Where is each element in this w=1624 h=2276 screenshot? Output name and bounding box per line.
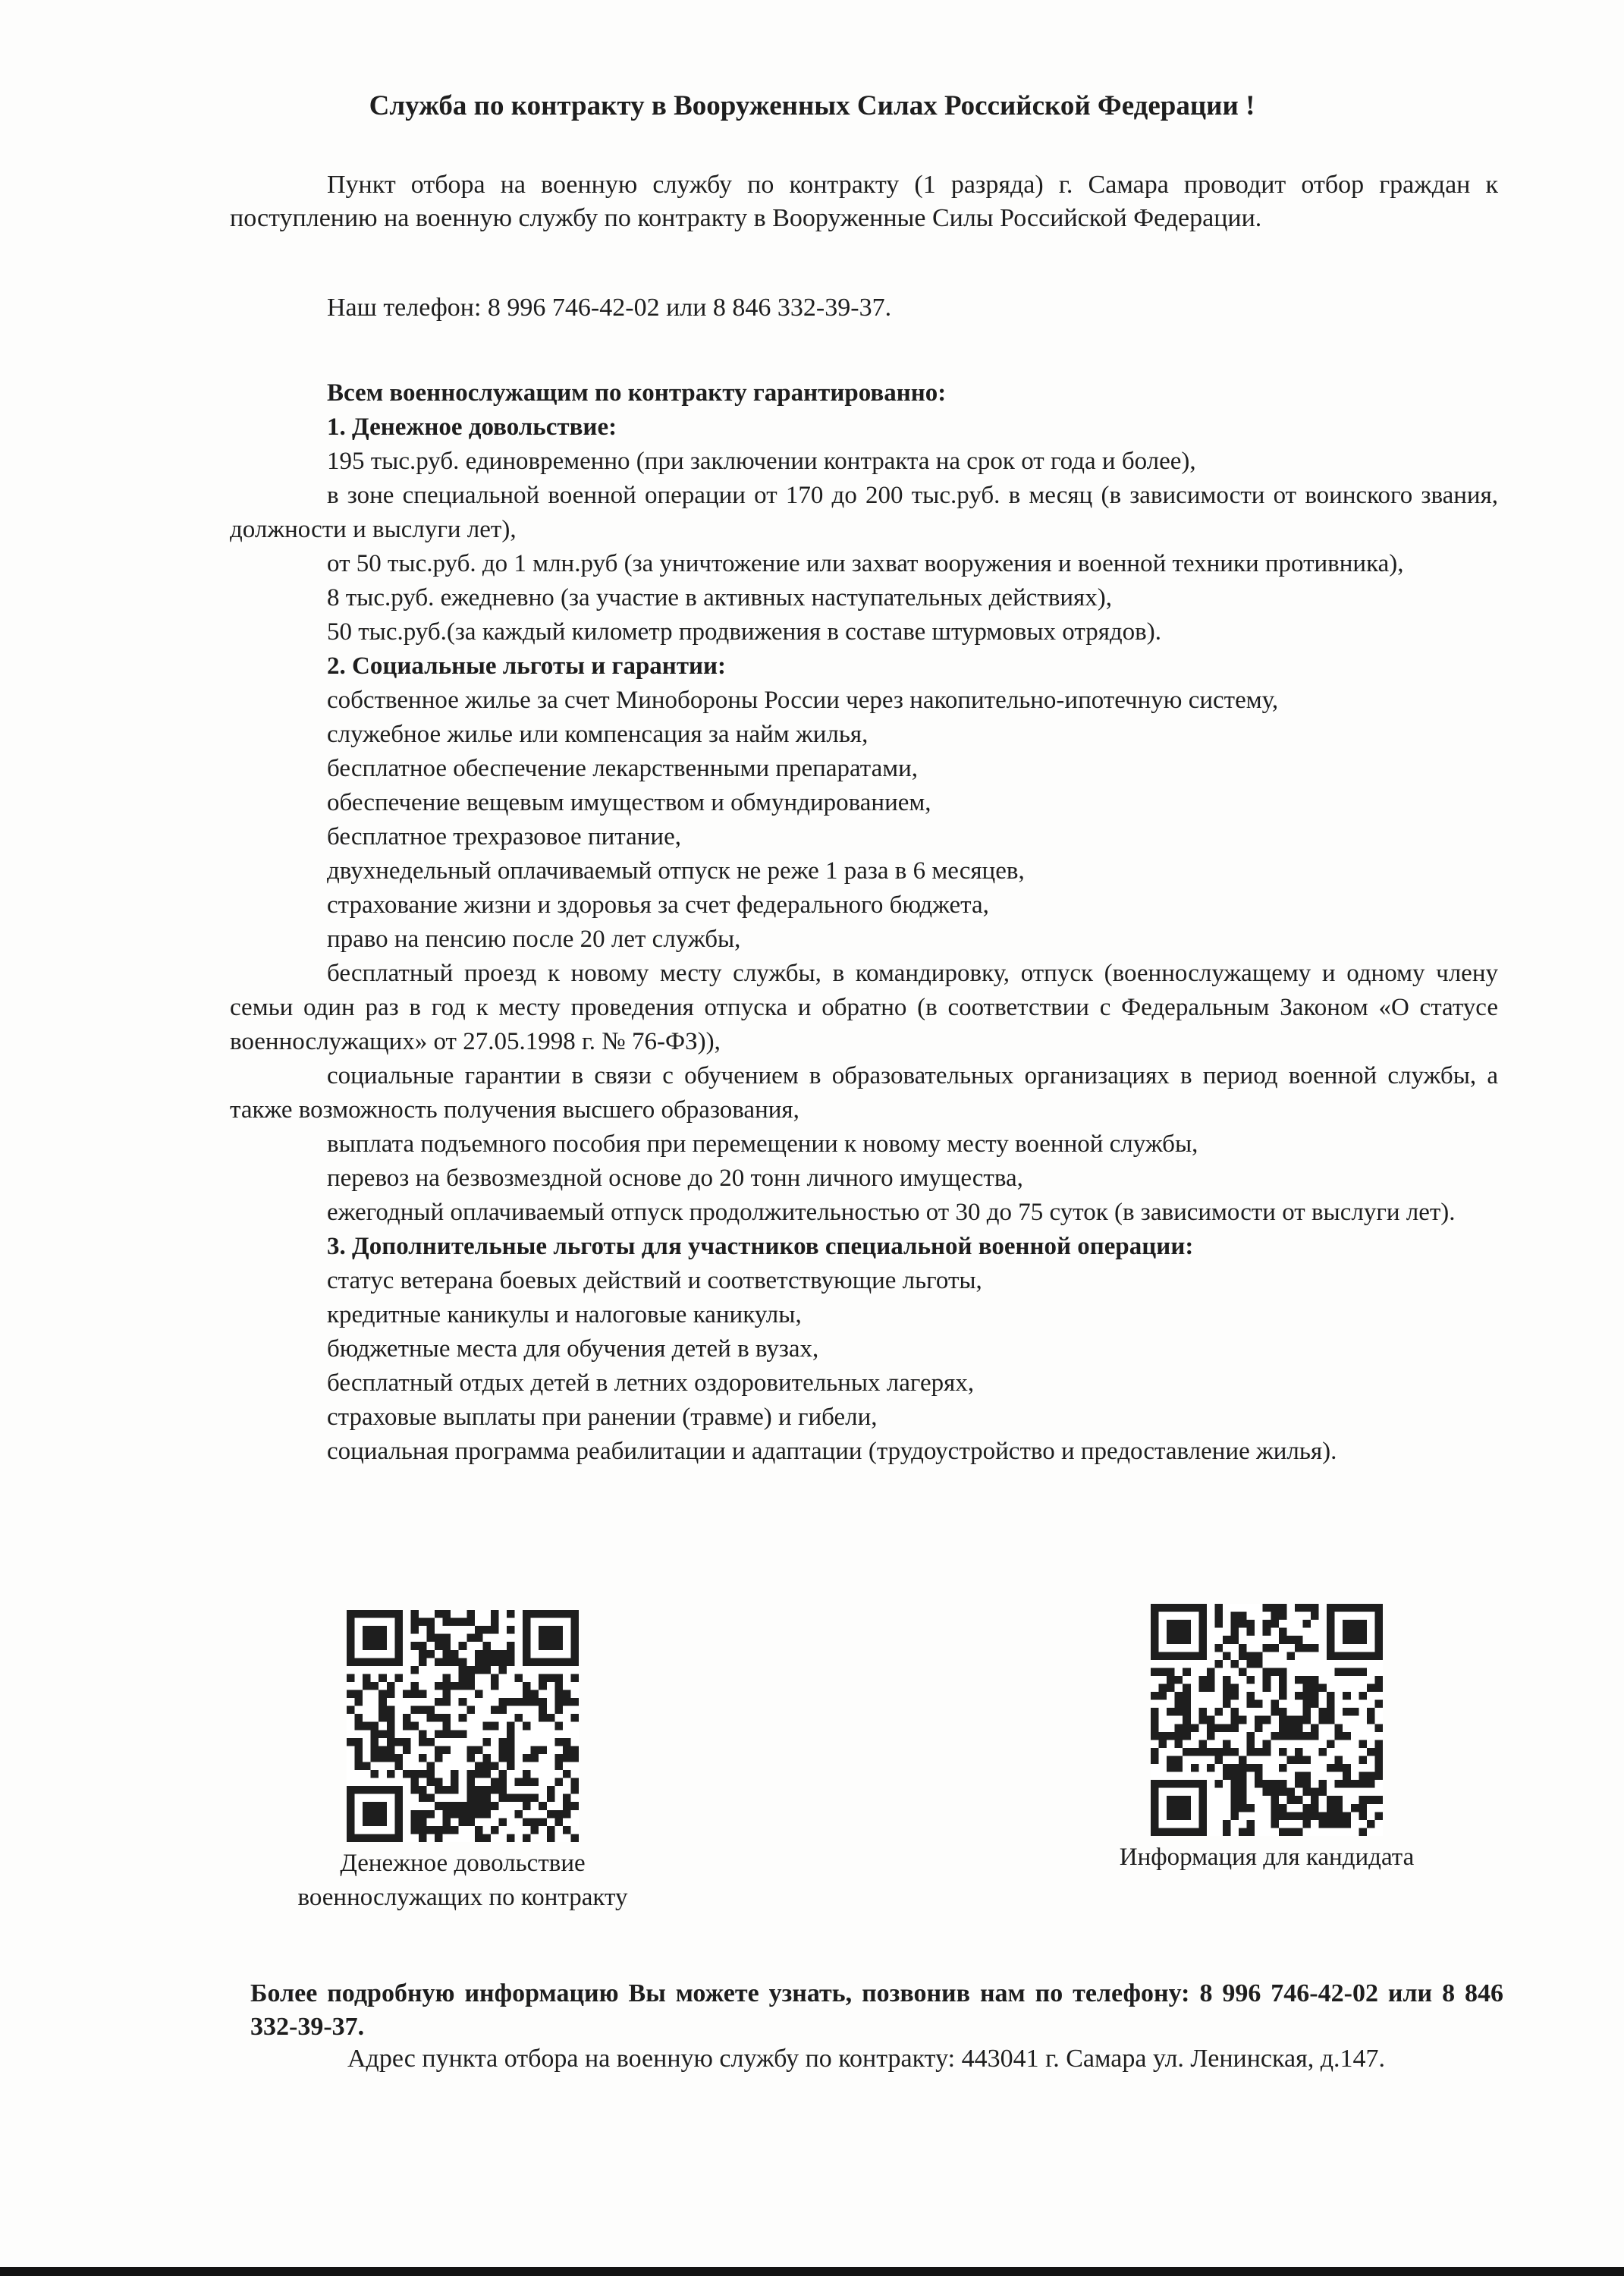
section-1-item: 195 тыс.руб. единовременно (при заключении контракта на срок от года и более), bbox=[327, 448, 1196, 475]
section-2-item: ежегодный оплачиваемый отпуск продолжительностью от 30 до 75 суток (в зависимости от выслуги лет). bbox=[327, 1199, 1456, 1226]
qr-block-salary bbox=[250, 1610, 675, 1915]
section-3-item: бюджетные места для обучения детей в вузах, bbox=[327, 1335, 819, 1363]
section-2-item: бесплатное обеспечение лекарственными препаратами, bbox=[327, 755, 919, 782]
section-3-item: страховые выплаты при ранении (травме) и гибели, bbox=[327, 1404, 878, 1431]
section-2-item: социальные гарантии в связи с обучением в образовательных организациях в период военной службы, а также возможность получения высшего образования, bbox=[230, 1062, 1498, 1124]
section-2-item: двухнедельный оплачиваемый отпуск не реже 1 раза в 6 месяцев, bbox=[327, 857, 1025, 885]
section-2-item: перевоз на безвозмездной основе до 20 тонн личного имущества, bbox=[327, 1165, 1023, 1192]
scan-edge bbox=[0, 2267, 1624, 2276]
qr-caption-salary: Денежное довольствие военнослужащих по контракту bbox=[297, 1850, 628, 1911]
section-2-item: право на пенсию после 20 лет службы, bbox=[327, 926, 741, 953]
section-3-item: бесплатный отдых детей в летних оздоровительных лагерях, bbox=[327, 1369, 975, 1397]
section-3-heading: 3. Дополнительные льготы для участников специальной военной операции: bbox=[327, 1233, 1194, 1260]
qr-caption-candidate: Информация для кандидата bbox=[1119, 1844, 1415, 1871]
guarantee-heading: Всем военнослужащим по контракту гарантированно: bbox=[327, 379, 947, 407]
section-2-item: служебное жилье или компенсация за найм жилья, bbox=[327, 721, 869, 748]
section-1-item: в зоне специальной военной операции от 170 до 200 тыс.руб. в месяц (в зависимости от воинского звания, должности и выслуги лет), bbox=[230, 482, 1498, 543]
section-1-item: 50 тыс.руб.(за каждый километр продвижения в составе штурмовых отрядов). bbox=[327, 618, 1161, 646]
section-2-heading: 2. Социальные льготы и гарантии: bbox=[327, 652, 727, 680]
page-title: Служба по контракту в Вооруженных Силах Российской Федерации ! bbox=[369, 90, 1255, 121]
phone-line: Наш телефон: 8 996 746-42-02 или 8 846 332-39-37. bbox=[327, 294, 892, 322]
section-1-item: от 50 тыс.руб. до 1 млн.руб (за уничтожение или захват вооружения и военной техники противника), bbox=[327, 550, 1404, 577]
qr-code-icon[interactable] bbox=[347, 1610, 579, 1842]
qr-block-candidate bbox=[1070, 1604, 1464, 1875]
section-3-item: социальная программа реабилитации и адаптации (трудоустройство и предоставление жилья). bbox=[327, 1438, 1337, 1465]
guarantees-block bbox=[230, 376, 1498, 1469]
section-2-item: бесплатный проезд к новому месту службы, в командировку, отпуск (военнослужащему и одному члену семьи один раз в год к месту проведения отпуска и обратно (в соответствии с Федеральным Законом «О статусе военнослужащих» от 27.05.1998 г. № 76-ФЗ)), bbox=[230, 960, 1498, 1055]
section-2-item: собственное жилье за счет Минобороны России через накопительно-ипотечную систему, bbox=[327, 687, 1279, 714]
qr-code-icon[interactable] bbox=[1151, 1604, 1383, 1836]
section-2-item: бесплатное трехразовое питание, bbox=[327, 823, 681, 850]
section-2-item: выплата подъемного пособия при перемещении к новому месту военной службы, bbox=[327, 1130, 1198, 1158]
footer-more-info: Более подробную информацию Вы можете узнать, позвонив нам по телефону: 8 996 746-42-02 или 8 846 332-39-37. bbox=[250, 1979, 1503, 2041]
section-1-item: 8 тыс.руб. ежедневно (за участие в активных наступательных действиях), bbox=[327, 584, 1112, 611]
intro-paragraph: Пункт отбора на военную службу по контракту (1 разряда) г. Самара проводит отбор граждан к поступлению на военную службу по контракту в Вооруженные Силы Российской Федерации. bbox=[230, 171, 1498, 232]
section-3-item: кредитные каникулы и налоговые каникулы, bbox=[327, 1301, 802, 1328]
footer-address: Адрес пункта отбора на военную службу по контракту: 443041 г. Самара ул. Ленинская, д.147. bbox=[347, 2045, 1386, 2073]
section-1-heading: 1. Денежное довольствие: bbox=[327, 413, 617, 441]
section-2-item: страхование жизни и здоровья за счет федерального бюджета, bbox=[327, 891, 989, 919]
section-2-item: обеспечение вещевым имуществом и обмундированием, bbox=[327, 789, 931, 816]
section-3-item: статус ветерана боевых действий и соответствующие льготы, bbox=[327, 1267, 982, 1294]
